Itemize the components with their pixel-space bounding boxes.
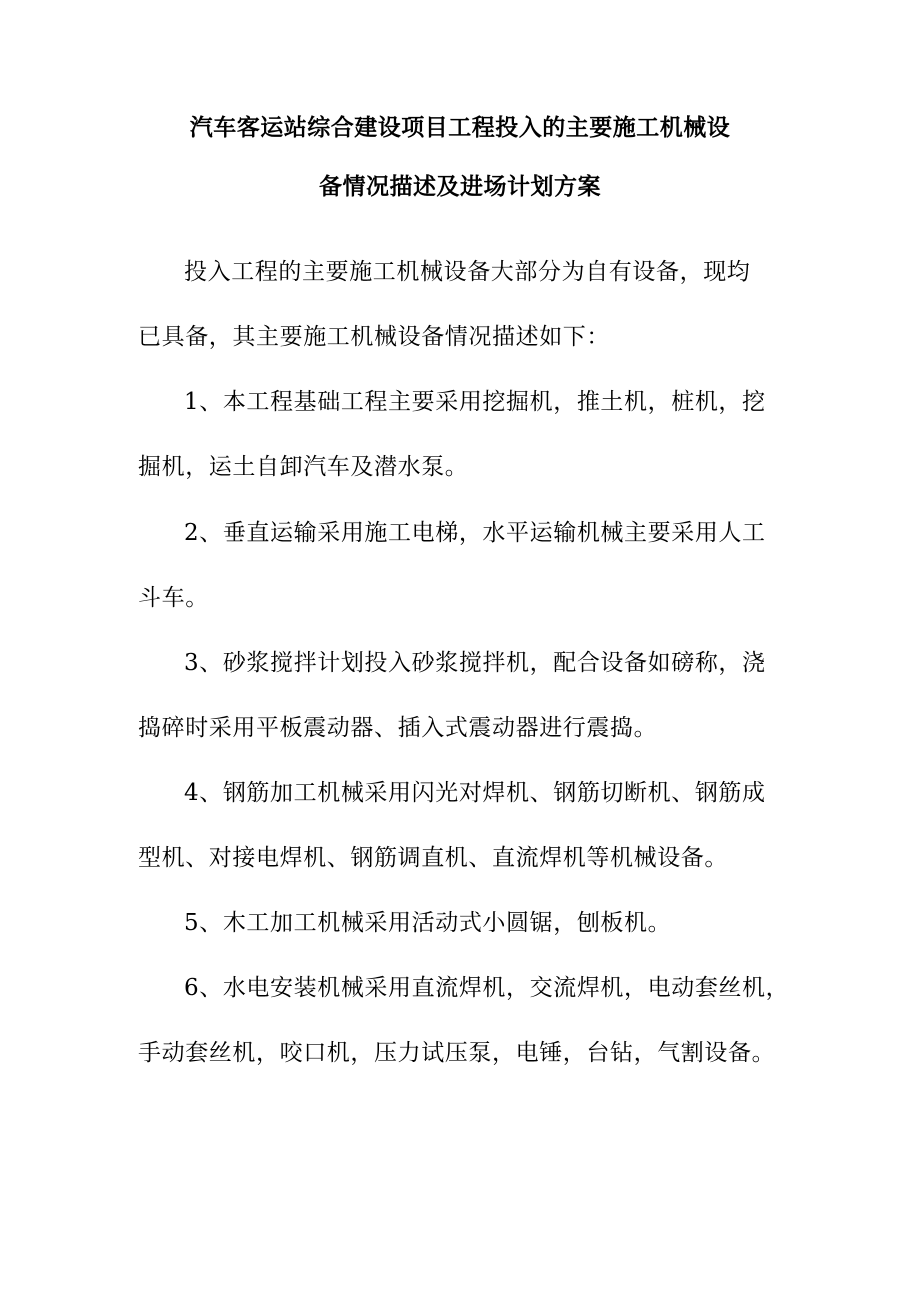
intro-paragraph-line-1: 投入工程的主要施工机械设备大部分为自有设备，现均	[184, 259, 751, 285]
item-1-line-2: 掘机，运土自卸汽车及潜水泵。	[138, 454, 469, 480]
item-6-line-1: 6、水电安装机械采用直流焊机，交流焊机，电动套丝机，	[184, 975, 790, 1001]
item-1-line-1: 1、本工程基础工程主要采用挖掘机，推土机，桩机，挖	[184, 389, 766, 415]
item-4-line-2: 型机、对接电焊机、钢筋调直机、直流焊机等机械设备。	[138, 845, 728, 871]
item-2-line-1: 2、垂直运输采用施工电梯，水平运输机械主要采用人工	[184, 520, 766, 546]
item-5-line-1: 5、木工加工机械采用活动式小圆锯，刨板机。	[184, 910, 672, 936]
document-title-line-1: 汽车客运站综合建设项目工程投入的主要施工机械设	[189, 114, 731, 141]
intro-paragraph-line-2: 已具备，其主要施工机械设备情况描述如下：	[138, 324, 610, 350]
item-4-line-1: 4、钢筋加工机械采用闪光对焊机、钢筋切断机、钢筋成	[184, 780, 766, 806]
document-title-line-2: 备情况描述及进场计划方案	[319, 173, 601, 200]
item-2-line-2: 斗车。	[138, 585, 209, 611]
item-3-line-2: 捣碎时采用平板震动器、插入式震动器进行震捣。	[138, 715, 658, 741]
item-6-line-2: 手动套丝机，咬口机，压力试压泵，电锤，台钻，气割设备。	[138, 1040, 776, 1066]
item-3-line-1: 3、砂浆搅拌计划投入砂浆搅拌机，配合设备如磅称，浇	[184, 650, 766, 676]
